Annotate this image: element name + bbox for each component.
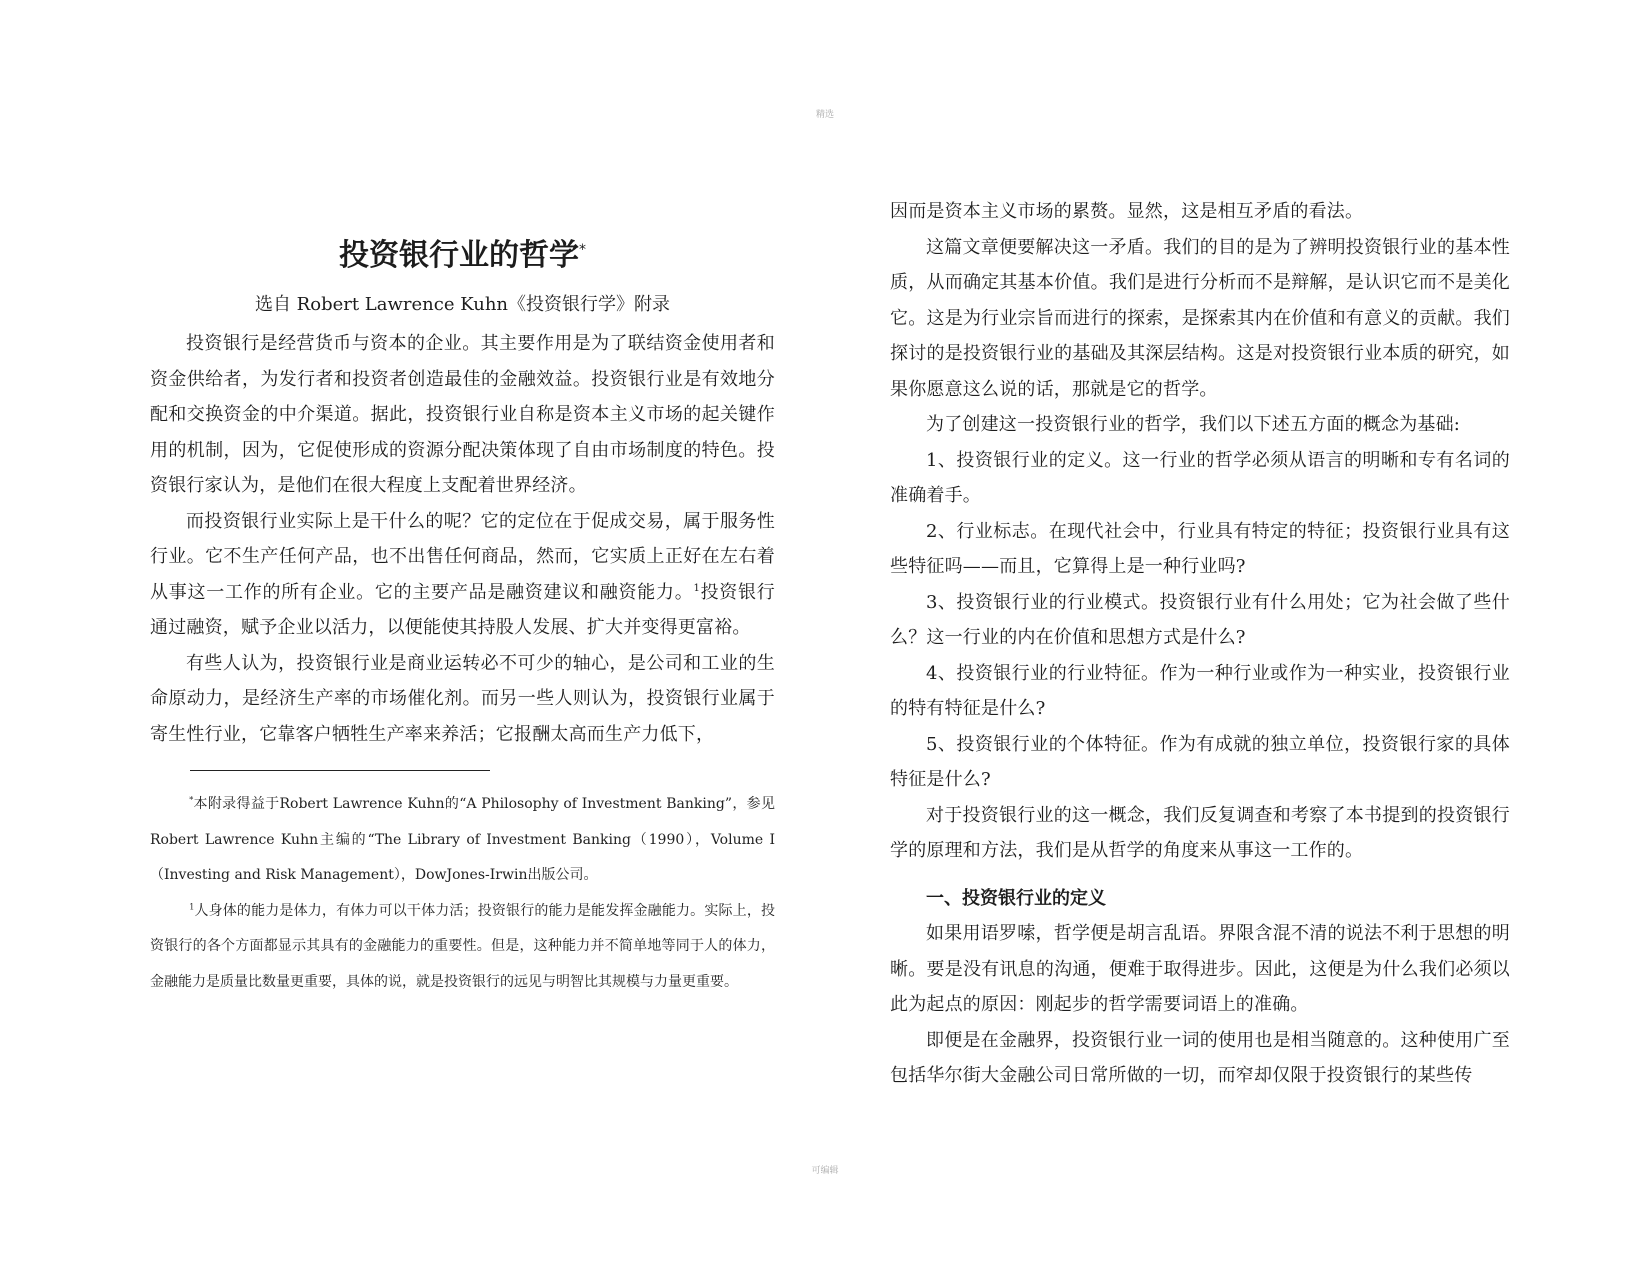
footnote [150,894,775,1001]
paragraph: 对于投资银行业的这一概念，我们反复调查和考察了本书提到的投资银行学的原理和方法，我们是从哲学的角度来从事这一工作的。 [890,804,1510,861]
list-item: 4、投资银行业的行业特征。作为一种行业或作为一种实业，投资银行业的特有特征是什么? [890,662,1510,719]
paragraph: 有些人认为，投资银行业是商业运转必不可少的轴心，是公司和工业的生命原动力，是经济生产率的市场催化剂。而另一些人则认为，投资银行业属于寄生性行业，它靠客户牺牲生产率来养活；它报酬太高而生产力低下， [150,652,775,745]
page-subtitle: 选自 Robert Lawrence Kuhn《投资银行学》附录 [254,294,671,315]
footnote-text: 本附录得益于Robert Lawrence Kuhn的“A Philosophy of Investment Banking”，参见Robert Lawrence Kuhn主编的“The Library of Investment Banking（1990），Volume I（Investing and Risk Management），DowJones-Irwin出版公司。 [150,796,775,883]
paragraph [150,504,775,646]
page-header-mark: 精选 [815,110,834,120]
footnote-text: 人身体的能力是体力，有体力可以干体力活；投资银行的能力是能发挥金融能力。实际上，投资银行的各个方面都显示其具有的金融能力的重要性。但是，这种能力并不简单地等同于人的体力，金融能力是质量比数量更重要，具体的说，就是投资银行的远见与明智比其规模与力量更重要。 [150,902,775,990]
right-page [890,194,1510,1094]
list-item: 1、投资银行业的定义。这一行业的哲学必须从语言的明晰和专有名词的准确着手。 [890,449,1510,506]
paragraph: 即便是在金融界，投资银行业一词的使用也是相当随意的。这种使用广至包括华尔街大金融公司日常所做的一切，而窄却仅限于投资银行的某些传 [890,1029,1510,1086]
paragraph: 投资银行是经营货币与资本的企业。其主要作用是为了联结资金使用者和资金供给者，为发行者和投资者创造最佳的金融效益。投资银行业是有效地分配和交换资金的中介渠道。据此，投资银行业自称是资本主义市场的起关键作用的机制，因为，它促使形成的资源分配决策体现了自由市场制度的特色。投资银行家认为，是他们在很大程度上支配着世界经济。 [150,333,775,496]
footnote-mark: 1 [189,901,195,911]
title-text: 投资银行业的哲学 [339,238,579,273]
paragraph: 这篇文章便要解决这一矛盾。我们的目的是为了辨明投资银行业的基本性质，从而确定其基本价值。我们是进行分析而不是辩解，是认识它而不是美化它。这是为行业宗旨而进行的探索，是探索其内在价值和有意义的贡献。我们探讨的是投资银行业的基础及其深层结构。这是对投资银行业本质的研究，如果你愿意这么说的话，那就是它的哲学。 [890,236,1510,400]
footnote [150,787,775,894]
footnote-ref: 1 [693,582,701,594]
section-heading: 一、投资银行业的定义 [926,887,1106,909]
list-item: 3、投资银行业的行业模式。投资银行业有什么用处；它为社会做了些什么？这一行业的内在价值和思想方式是什么? [890,591,1510,648]
footnote-mark: * [189,795,194,805]
list-item: 2、行业标志。在现代社会中，行业具有特定的特征；投资银行业具有这些特征吗——而且，它算得上是一种行业吗? [890,520,1510,577]
paragraph: 为了创建这一投资银行业的哲学，我们以下述五方面的概念为基础: [926,414,1461,435]
list-item: 5、投资银行业的个体特征。作为有成就的独立单位，投资银行家的具体特征是什么? [890,733,1510,790]
paragraph-text: 而投资银行业实际上是干什么的呢？它的定位在于促成交易，属于服务性行业。它不生产任何产品，也不出售任何商品，然而，它实质上正好在左右着从事这一工作的所有企业。它的主要产品是融资建议和融资能力。 [150,510,775,603]
left-page [150,230,775,1000]
title-footnote-mark: * [579,242,586,258]
footnote-divider [190,770,490,771]
page-footer-mark: 可编辑 [811,1166,839,1176]
paragraph-text: 投资银行通过融资，赋予企业以活力，以便能使其持股人发展、扩大并变得更富裕。 [150,581,775,638]
paragraph: 如果用语罗嗦，哲学便是胡言乱语。界限含混不清的说法不利于思想的明晰。要是没有讯息的沟通，便难于取得进步。因此，这便是为什么我们必须以此为起点的原因：刚起步的哲学需要词语上的准确。 [890,923,1510,1015]
page-title [150,230,775,276]
paragraph: 因而是资本主义市场的累赘。显然，这是相互矛盾的看法。 [890,201,1364,222]
